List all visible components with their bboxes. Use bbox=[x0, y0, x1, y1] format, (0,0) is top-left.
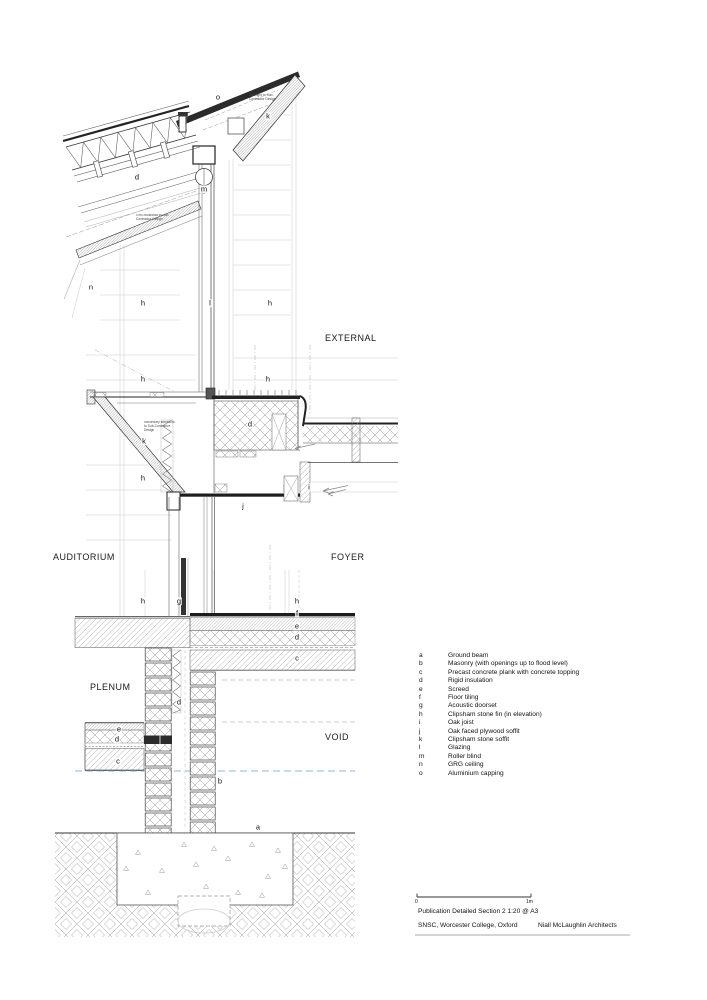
legend-key: f bbox=[419, 694, 421, 702]
callout-label: d bbox=[114, 734, 120, 744]
ground-beam bbox=[117, 833, 293, 905]
scale-bar bbox=[417, 894, 531, 898]
legend-row bbox=[419, 677, 579, 685]
legend-description: Glazing bbox=[448, 744, 471, 752]
legend-row bbox=[419, 702, 579, 710]
callout-label: m bbox=[200, 184, 208, 194]
legend-row bbox=[419, 770, 579, 778]
room-label: EXTERNAL bbox=[325, 333, 377, 343]
callout-label: h bbox=[140, 596, 146, 606]
callout-label: d bbox=[176, 697, 182, 707]
legend-row bbox=[419, 686, 579, 694]
legend-description: Clipsham stone soffit bbox=[448, 736, 510, 744]
callout-label: a bbox=[255, 822, 261, 832]
callout-label: h bbox=[140, 374, 146, 384]
callout-label: c bbox=[295, 653, 299, 663]
acoustic-door-leaf bbox=[181, 558, 186, 615]
scale-zero-label: 0 bbox=[415, 899, 418, 905]
callout-label: k bbox=[266, 111, 270, 121]
legend-row bbox=[419, 744, 579, 752]
legend-description: Oak faced plywood soffit bbox=[448, 727, 520, 735]
legend-description: Aluminium capping bbox=[448, 769, 504, 777]
masonry-column-2 bbox=[190, 672, 215, 833]
room-label: FOYER bbox=[331, 552, 365, 562]
precast-plank bbox=[190, 650, 355, 670]
callout-label: n bbox=[88, 282, 94, 292]
callout-label: j bbox=[242, 501, 244, 511]
legend-key: i bbox=[419, 719, 421, 727]
legend-row bbox=[419, 736, 579, 744]
legend-row bbox=[419, 660, 579, 668]
annotation-note: GRG bulkhead to Sub-Contractor Design bbox=[136, 214, 170, 222]
legend-key: m bbox=[419, 752, 425, 760]
callout-label: d bbox=[294, 632, 300, 642]
screed bbox=[190, 618, 355, 631]
callout-label: f bbox=[295, 608, 299, 618]
legend-key: c bbox=[419, 668, 423, 676]
legend-description: Masonry (with openings up to flood level) bbox=[448, 660, 568, 668]
legend-key: l bbox=[419, 744, 421, 752]
legend-key: n bbox=[419, 761, 423, 769]
callout-label: e bbox=[294, 621, 300, 631]
legend-description: Acoustic doorset bbox=[448, 702, 497, 710]
floor-insulation bbox=[190, 631, 355, 646]
annotation-note: Rooflight to Sub-Contractor Design bbox=[249, 94, 276, 102]
callout-label: g bbox=[176, 596, 182, 606]
callout-label: l bbox=[209, 298, 211, 308]
architect-name: Niall McLaughlin Architects bbox=[538, 922, 617, 929]
callout-label: i bbox=[308, 482, 310, 492]
legend-row bbox=[419, 694, 579, 702]
room-label: AUDITORIUM bbox=[53, 552, 115, 562]
callout-label: e bbox=[116, 724, 122, 734]
callout-label: h bbox=[294, 596, 300, 606]
lower-wall-foundation-detail bbox=[55, 613, 355, 937]
legend-row bbox=[419, 652, 579, 660]
legend-key: j bbox=[419, 727, 421, 735]
legend-description: Ground beam bbox=[448, 652, 489, 659]
legend-row bbox=[419, 761, 579, 769]
legend-key: e bbox=[419, 685, 423, 693]
legend-description: Floor tiling bbox=[448, 694, 479, 702]
legend-row bbox=[419, 719, 579, 727]
legend-description: GRG ceiling bbox=[448, 761, 484, 769]
legend-key: d bbox=[419, 677, 423, 685]
callout-label: d bbox=[247, 419, 253, 429]
callout-label: b bbox=[217, 776, 223, 786]
grg-ceiling-band bbox=[76, 201, 201, 258]
purlins bbox=[93, 142, 169, 178]
legend bbox=[419, 652, 579, 778]
callout-label: c bbox=[116, 756, 120, 766]
callout-label: d bbox=[134, 172, 140, 182]
callout-label: h bbox=[265, 374, 271, 384]
scale-end-label: 1m bbox=[526, 899, 533, 905]
legend-key: h bbox=[419, 710, 423, 718]
room-label: PLENUM bbox=[90, 682, 131, 692]
sheet-title: Publication Detailed Section 2 1:20 @ A3 bbox=[418, 908, 539, 915]
blind-box bbox=[193, 146, 215, 164]
legend-row bbox=[419, 711, 579, 719]
legend-key: g bbox=[419, 702, 423, 710]
roof-membrane bbox=[212, 396, 300, 400]
callout-label: h bbox=[140, 298, 146, 308]
callout-label: h bbox=[267, 298, 273, 308]
callout-label: k bbox=[142, 436, 146, 446]
legend-description: Clipsham stone fin (in elevation) bbox=[448, 710, 542, 718]
legend-row bbox=[419, 728, 579, 736]
legend-description: Precast concrete plank with concrete topping bbox=[448, 668, 580, 676]
legend-key: b bbox=[419, 660, 423, 668]
project-name: SNSC, Worcester College, Oxford bbox=[418, 922, 518, 929]
legend-description: Screed bbox=[448, 685, 469, 693]
legend-key: a bbox=[419, 652, 423, 659]
legend-key: o bbox=[419, 769, 423, 777]
floor-tiling bbox=[190, 613, 355, 616]
legend-row bbox=[419, 753, 579, 761]
legend-key: k bbox=[419, 736, 423, 744]
annotation-note: Secondary steelwork to Sub-Contractor Design bbox=[144, 421, 175, 433]
legend-description: Oak joist bbox=[448, 719, 474, 727]
clerestory-glazing bbox=[199, 164, 214, 392]
legend-description: Rigid insulation bbox=[448, 677, 493, 685]
legend-description: Roller blind bbox=[448, 752, 481, 760]
legend-row bbox=[419, 669, 579, 677]
callout-label: o bbox=[215, 92, 221, 102]
callout-label: h bbox=[140, 473, 146, 483]
room-label: VOID bbox=[325, 732, 350, 742]
